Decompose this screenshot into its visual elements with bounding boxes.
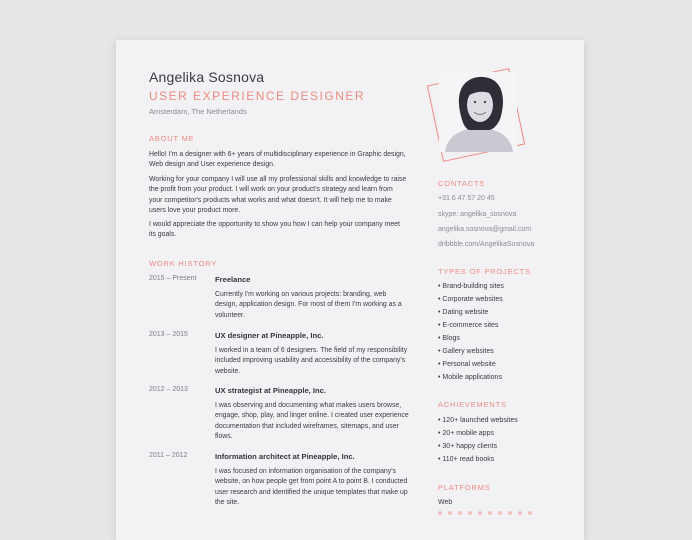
dribbble-link[interactable]: dribbble.com/AngelikaSosnova	[438, 241, 535, 248]
job-title: Information architect at Pineapple, Inc.	[215, 452, 355, 461]
project-type: Gallery websites	[442, 348, 494, 355]
list-item: • Blogs	[438, 335, 460, 342]
job-title: UX designer at Pineapple, Inc.	[215, 331, 324, 340]
list-item: • 110+ read books	[438, 456, 495, 463]
about-paragraph: Working for your company I will use all my professional skills and knowledge to raise the profit from your product. I will work on your product's strategy and learn from your competitor's products what works and what doesn't. It will help me to make users love your product more.	[149, 176, 407, 215]
job-title: UX strategist at Pineapple, Inc.	[215, 386, 326, 395]
profile-photo	[436, 72, 518, 154]
project-type: E-commerce sites	[442, 322, 499, 329]
platform-label: Web	[438, 499, 453, 506]
work-heading: WORK HISTORY	[149, 259, 218, 268]
email-link[interactable]: angelika.sosnova@gmail.com	[438, 226, 532, 233]
job-description: I was observing and documenting what makes users browse, engage, shop, play, and linger online. I created user experience documentation that included wireframes, sitemaps, and user flows.	[215, 402, 409, 441]
job-description: I worked in a team of 6 designers. The field of my responsibility included improving usability and accessibility of the company's website.	[215, 347, 408, 375]
job-description: Currently I'm working on various projects: branding, web design, application design. For most of them I'm working as a volunteer.	[215, 291, 402, 319]
job-date: 2011 – 2012	[149, 452, 188, 459]
rating-dot	[518, 511, 522, 515]
project-type: Dating website	[442, 309, 489, 316]
person-name: Angelika Sosnova	[149, 69, 265, 85]
project-type: Personal website	[442, 361, 496, 368]
project-type: Mobile applications	[442, 374, 502, 381]
list-item: • Gallery websites	[438, 348, 494, 355]
rating-dot	[438, 511, 442, 515]
list-item: • Mobile applications	[438, 374, 502, 381]
job-title: Freelance	[215, 275, 251, 284]
project-type: Brand-building sites	[442, 283, 504, 290]
skype-handle: skype: angelika_sosnova	[438, 211, 517, 218]
location: Amsterdam, The Netherlands	[149, 107, 247, 116]
platforms-heading: PLATFORMS	[438, 483, 491, 492]
resume-sheet	[116, 40, 584, 540]
rating-dot	[508, 511, 512, 515]
achievement: 30+ happy clients	[442, 443, 498, 450]
rating-dot	[488, 511, 492, 515]
rating-dot	[458, 511, 462, 515]
list-item: • E-commerce sites	[438, 322, 499, 329]
project-type: Corporate websites	[442, 296, 503, 303]
rating-dot	[498, 511, 502, 515]
about-heading: ABOUT ME	[149, 134, 195, 143]
list-item: • 20+ mobile apps	[438, 430, 494, 437]
job-date: 2015 – Present	[149, 275, 197, 282]
job-date: 2013 – 2015	[149, 331, 188, 338]
rating-dot	[528, 511, 532, 515]
projects-heading: TYPES OF PROJECTS	[438, 267, 531, 276]
achievement: 20+ mobile apps	[442, 430, 494, 437]
job-role: USER EXPERIENCE DESIGNER	[149, 89, 366, 103]
project-type: Blogs	[442, 335, 460, 342]
achievements-heading: ACHIEVEMENTS	[438, 400, 507, 409]
job-description: I was focused on information organisation of the company's website, on how people get from point A to point B. I conducted user research and identified the unique templates that make up the site.	[215, 468, 408, 507]
rating-dot	[448, 511, 452, 515]
phone-number: +31 6 47 57 20 45	[438, 195, 495, 202]
about-paragraph: Hello! I'm a designer with 6+ years of multidisciplinary experience in Graphic design, Web design and User experience design.	[149, 151, 406, 169]
rating-dot	[478, 511, 482, 515]
job-date: 2012 – 2013	[149, 386, 188, 393]
list-item: • 120+ launched websites	[438, 417, 518, 424]
list-item: • Personal website	[438, 361, 496, 368]
rating-dot	[468, 511, 472, 515]
list-item: • 30+ happy clients	[438, 443, 498, 450]
list-item: • Brand-building sites	[438, 283, 504, 290]
achievement: 110+ read books	[442, 456, 495, 463]
list-item: • Dating website	[438, 309, 489, 316]
about-paragraph: I would appreciate the opportunity to show you how I can help your company meet its goals.	[149, 221, 400, 239]
contacts-heading: CONTACTS	[438, 179, 486, 188]
list-item: • Corporate websites	[438, 296, 503, 303]
portrait-image	[439, 72, 517, 152]
achievement: 120+ launched websites	[442, 417, 518, 424]
